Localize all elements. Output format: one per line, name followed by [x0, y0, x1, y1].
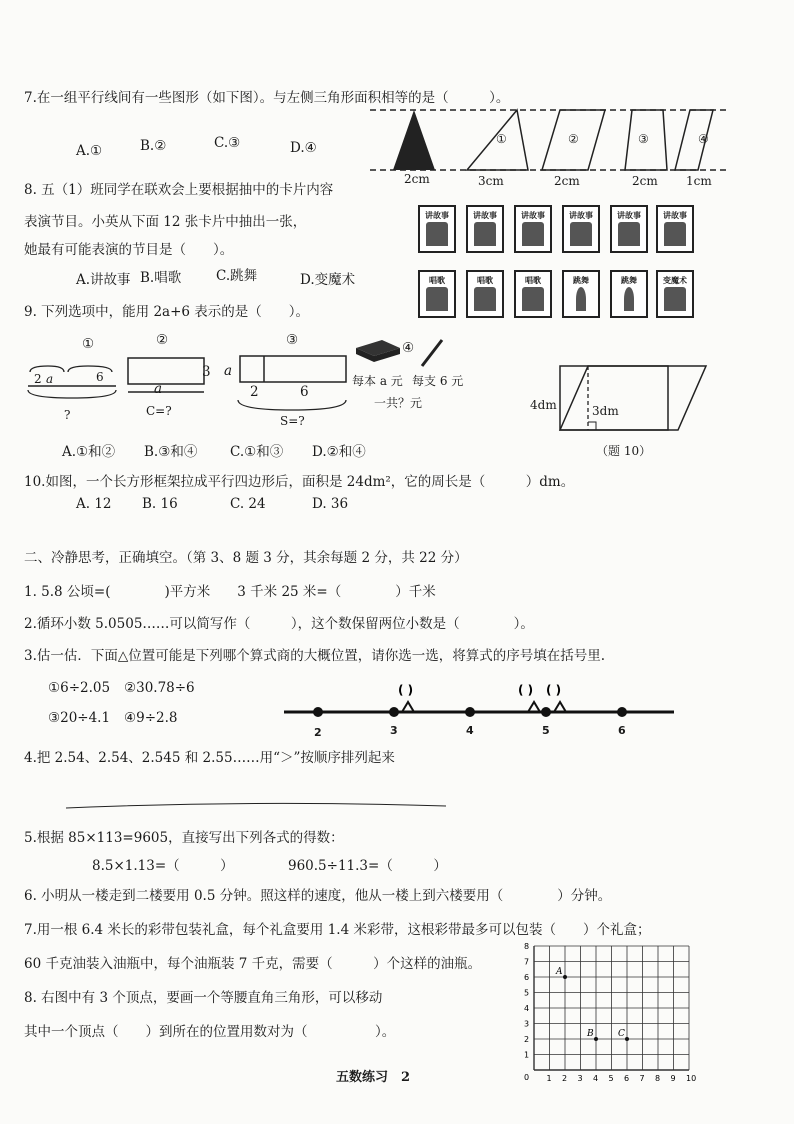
grid-x-tick-label: 5	[608, 1074, 614, 1083]
q7-base-label: 2cm	[554, 174, 580, 188]
q8-card-label: 讲故事	[521, 211, 545, 220]
grid-x-tick-label: 8	[655, 1074, 661, 1083]
grid-point-label: A	[556, 967, 563, 977]
q8-option-b[interactable]: B.唱歌	[140, 270, 182, 286]
q7-base-label: 2cm	[404, 172, 430, 186]
grid-point-label: C	[618, 1029, 625, 1039]
q10-fig-label: 4dm	[530, 398, 557, 412]
grid-x-tick-label: 6	[624, 1074, 630, 1083]
q10-figure	[556, 360, 716, 434]
fill-3: 3.估一估．下面△位置可能是下列哪个算式商的大概位置，请你选一选，将算式的序号填在括号里.	[24, 648, 606, 664]
grid-x-tick-label: 1	[546, 1074, 552, 1083]
q9-fig4-label: 每支 6 元	[412, 374, 464, 388]
q8-card-label: 唱歌	[477, 276, 493, 285]
q9-fig1-label: 6	[96, 370, 104, 384]
q8-card	[562, 270, 600, 318]
numberline-tick: 5	[542, 724, 550, 737]
fill-3-expr: ②30.78÷6	[124, 680, 195, 696]
q9-fig4	[352, 336, 462, 370]
q9-option-b[interactable]: B.③和④	[144, 444, 198, 460]
numberline-tick: 4	[466, 724, 474, 737]
q7-mark-3: ③	[638, 132, 649, 146]
q7-option-c[interactable]: C.③	[214, 135, 241, 151]
grid-y-tick-label: 7	[524, 957, 530, 967]
q8-card-label: 唱歌	[525, 276, 541, 285]
grid-y-tick-label: 1	[524, 1050, 530, 1060]
q9-fig3-label: a	[224, 363, 233, 379]
q8-card	[610, 270, 648, 318]
q8-card-label: 讲故事	[663, 211, 687, 220]
svg-text:( ): ( )	[546, 683, 562, 697]
q10-caption: （题 10）	[596, 444, 652, 458]
grid-y-tick-label: 4	[524, 1004, 530, 1013]
q8-card	[514, 205, 552, 253]
q9-fig1-label: 2	[34, 372, 42, 386]
fill-7-a: 7.用一根 6.4 米长的彩带包装礼盒，每个礼盒要用 1.4 米彩带，这根彩带最多可以包装（ ）个礼盒；	[24, 922, 651, 938]
grid-point-B	[594, 1037, 598, 1041]
q8-option-c[interactable]: C.跳舞	[216, 268, 258, 284]
number-line	[284, 680, 680, 730]
grid-y-tick-label: 2	[524, 1035, 530, 1044]
q9-text: 9. 下列选项中，能用 2a+6 表示的是（ ）。	[24, 304, 310, 320]
grid-y-tick-label: 6	[524, 973, 530, 982]
q7-option-d[interactable]: D.④	[290, 140, 317, 156]
q9-mark-2: ②	[156, 332, 169, 348]
q9-fig2-label: C=?	[146, 404, 172, 418]
q9-fig3-label: 6	[300, 384, 309, 400]
q7-text: 7.在一组平行线间有一些图形（如下图）。与左侧三角形面积相等的是（ ）。	[24, 90, 510, 106]
svg-text:( ): ( )	[518, 683, 534, 697]
q9-fig2-label: a	[154, 381, 163, 397]
q9-mark-1: ①	[82, 336, 95, 352]
fill-3-expr: ③20÷4.1	[48, 710, 111, 726]
numberline-tick: 6	[618, 724, 626, 737]
grid-x-tick-label: 4	[593, 1074, 599, 1083]
grid-origin-label: 0	[524, 1073, 530, 1082]
q7-black-triangle	[393, 110, 435, 170]
q8-option-d[interactable]: D.变魔术	[300, 272, 356, 288]
fill-3-expr: ④9÷2.8	[124, 710, 178, 726]
fill-7-b: 60 千克油装入油瓶中，每个油瓶装 7 千克，需要（ ）个这样的油瓶。	[24, 956, 482, 972]
q9-mark-3: ③	[286, 332, 299, 348]
grid-y-tick-label: 3	[524, 1019, 530, 1029]
numberline-tick: 2	[314, 726, 322, 739]
fill-3-expr: ①6÷2.05	[48, 680, 111, 696]
numberline-tick: 3	[390, 724, 398, 737]
fill-8-b: 其中一个顶点（ ）到所在的位置用数对为（ ）。	[24, 1024, 396, 1040]
q7-base-label: 2cm	[632, 174, 658, 188]
q10-option-d[interactable]: D. 36	[312, 496, 349, 512]
svg-text:( ): ( )	[398, 683, 414, 697]
q7-option-a[interactable]: A.①	[76, 143, 103, 159]
q8-card	[514, 270, 552, 318]
q8-card-label: 讲故事	[473, 211, 497, 220]
q7-base-label: 3cm	[478, 174, 504, 188]
q7-parallel-figure	[370, 104, 730, 180]
q8-card	[656, 270, 694, 318]
q10-option-b[interactable]: B. 16	[142, 496, 178, 512]
q8-card-label: 讲故事	[425, 211, 449, 220]
q9-fig4-label: 一共？元	[374, 396, 423, 410]
q8-line-1: 8. 五（1）班同学在联欢会上要根据抽中的卡片内容	[24, 182, 334, 198]
q8-line-3: 她最有可能表演的节目是（ ）。	[24, 242, 234, 258]
q9-fig2-label: 3	[202, 364, 211, 380]
coordinate-grid	[520, 940, 700, 1088]
q9-fig1-label: ?	[64, 408, 71, 422]
fill-5-a: 8.5×1.13=（ ）	[92, 858, 234, 874]
q9-option-a[interactable]: A.①和②	[62, 444, 116, 460]
q8-card	[562, 205, 600, 253]
grid-x-tick-label: 10	[686, 1074, 697, 1083]
grid-point-label: B	[587, 1029, 594, 1039]
grid-point-C	[625, 1037, 629, 1041]
q10-text: 10.如图，一个长方形框架拉成平行四边形后，面积是 24dm²，它的周长是（ ）dm。	[24, 474, 575, 490]
fill-5-b: 960.5÷11.3=（ ）	[288, 858, 447, 874]
q9-option-d[interactable]: D.②和④	[312, 444, 366, 460]
q10-option-c[interactable]: C. 24	[230, 496, 266, 512]
fill-8-a: 8. 右图中有 3 个顶点，要画一个等腰直角三角形，可以移动	[24, 990, 383, 1006]
fill-5: 5.根据 85×113=9605，直接写出下列各式的得数：	[24, 830, 344, 846]
q7-mark-4: ④	[698, 132, 709, 146]
page-footer: 五数练习 2	[336, 1070, 411, 1085]
q9-fig1-label: a	[46, 372, 54, 386]
grid-x-tick-label: 3	[577, 1074, 583, 1083]
q7-base-label: 1cm	[686, 174, 712, 188]
q8-option-a[interactable]: A.讲故事	[76, 272, 131, 288]
q10-fig-label: 3dm	[592, 404, 619, 418]
q7-mark-1: ①	[496, 132, 507, 146]
q8-card-label: 讲故事	[617, 211, 641, 220]
q8-card	[418, 270, 456, 318]
q8-card-label: 讲故事	[569, 211, 593, 220]
q9-fig3-label: 2	[250, 384, 259, 400]
q8-card-label: 唱歌	[429, 276, 445, 285]
q8-card	[466, 270, 504, 318]
q7-mark-2: ②	[568, 132, 579, 146]
fill-4: 4.把 2.54、2.54̇、2.545 和 2.55……用“＞”按顺序排列起来	[24, 750, 395, 766]
q9-option-c[interactable]: C.①和③	[230, 444, 284, 460]
q8-card-label: 跳舞	[621, 276, 637, 285]
q8-card-label: 变魔术	[663, 276, 687, 285]
q7-option-b[interactable]: B.②	[140, 138, 167, 154]
q9-fig3-label: S=?	[280, 414, 305, 428]
fill-6: 6. 小明从一楼走到二楼要用 0.5 分钟。照这样的速度，他从一楼上到六楼要用（ ）分钟。	[24, 888, 612, 904]
grid-x-tick-label: 7	[639, 1074, 645, 1083]
q8-card	[610, 205, 648, 253]
q8-card	[466, 205, 504, 253]
q8-card-label: 跳舞	[573, 276, 589, 285]
q8-line-2: 表演节目。小英从下面 12 张卡片中抽出一张，	[24, 214, 307, 230]
q8-card	[418, 205, 456, 253]
grid-y-tick-label: 8	[524, 942, 530, 951]
grid-x-tick-label: 9	[670, 1074, 676, 1083]
grid-y-tick-label: 5	[524, 988, 530, 998]
fill-1: 1. 5.8 公顷=( )平方米 3 千米 25 米=（ ）千米	[24, 584, 436, 600]
q8-card	[656, 205, 694, 253]
q9-fig4-label: 每本 a 元	[352, 374, 403, 388]
grid-x-tick-label: 2	[562, 1074, 568, 1083]
fill-2: 2.循环小数 5.0505……可以简写作（ ），这个数保留两位小数是（ ）。	[24, 616, 534, 632]
grid-point-A	[563, 975, 567, 979]
q10-option-a[interactable]: A. 12	[76, 496, 112, 512]
section2-heading: 二、冷静思考，正确填空。（第 3、8 题 3 分，其余每题 2 分，共 22 分）	[24, 550, 468, 566]
answer-line	[66, 800, 456, 810]
q9-mark-4: ④	[402, 340, 415, 356]
